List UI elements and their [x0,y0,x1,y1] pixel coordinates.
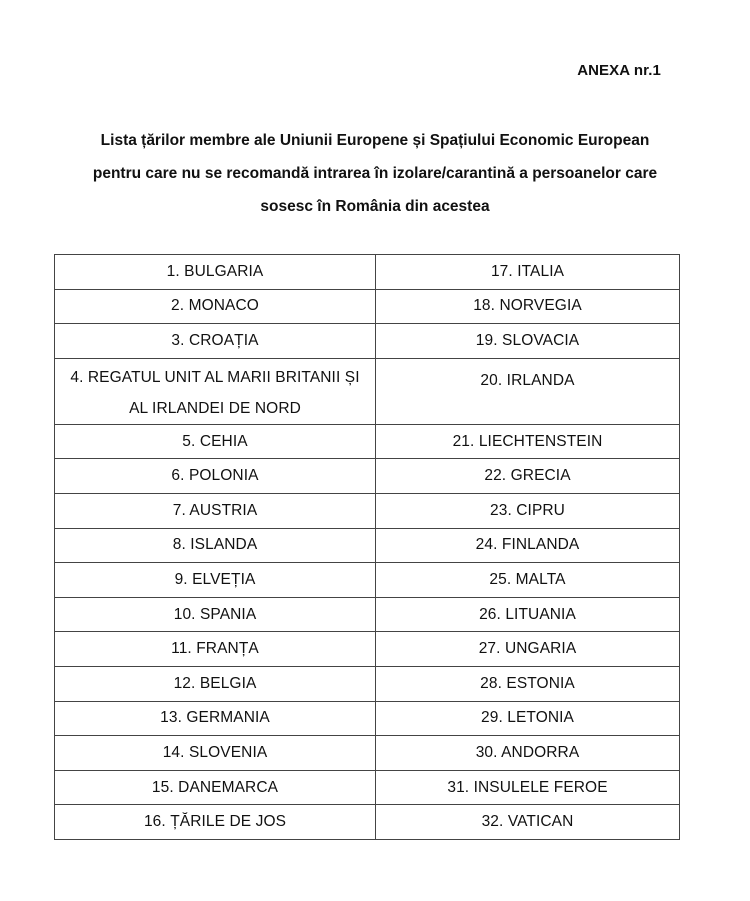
table-row [55,324,680,359]
country-cell: 16. ȚĂRILE DE JOS [55,805,376,840]
country-cell: 26. LITUANIA [376,597,680,632]
table-row [55,493,680,528]
country-cell: 18. NORVEGIA [376,289,680,324]
country-cell: 11. FRANȚA [55,632,376,667]
country-cell: 31. INSULELE FEROE [376,770,680,805]
table-row [55,632,680,667]
country-cell: 9. ELVEȚIA [55,563,376,598]
country-cell: 28. ESTONIA [376,666,680,701]
table-row [55,459,680,494]
country-cell: 8. ISLANDA [55,528,376,563]
country-cell: 22. GRECIA [376,459,680,494]
country-cell: 12. BELGIA [55,666,376,701]
country-cell: 27. UNGARIA [376,632,680,667]
country-cell: 13. GERMANIA [55,701,376,736]
title-line: Lista țărilor membre ale Uniunii Europene și Spațiului Economic European [100,132,650,149]
table-row [55,563,680,598]
country-cell: 14. SLOVENIA [55,736,376,771]
country-cell: 20. IRLANDA [376,358,680,424]
table-row [55,289,680,324]
country-cell: 24. FINLANDA [376,528,680,563]
table-row [55,701,680,736]
country-cell: 17. ITALIA [376,255,680,290]
title-line: sosesc în România din acestea [260,198,490,215]
table-row [55,736,680,771]
table-row [55,597,680,632]
table-row [55,770,680,805]
table-row [55,666,680,701]
table-row [55,255,680,290]
country-cell: 19. SLOVACIA [376,324,680,359]
countries-table [54,254,680,840]
table-row [55,358,680,424]
country-cell: 7. AUSTRIA [55,493,376,528]
country-cell: 5. CEHIA [55,424,376,459]
country-cell: 3. CROAȚIA [55,324,376,359]
country-cell: 6. POLONIA [55,459,376,494]
country-cell: 4. REGATUL UNIT AL MARII BRITANII ȘI AL IRLANDEI DE NORD [55,358,376,424]
country-cell: 25. MALTA [376,563,680,598]
annex-label: ANEXA nr.1 [577,62,661,79]
country-cell: 2. MONACO [55,289,376,324]
document-title [60,124,690,223]
table-row [55,528,680,563]
title-line: pentru care nu se recomandă intrarea în izolare/carantină a persoanelor care [92,165,658,182]
table-row [55,424,680,459]
country-cell: 29. LETONIA [376,701,680,736]
country-cell: 32. VATICAN [376,805,680,840]
table-row [55,805,680,840]
country-cell: 23. CIPRU [376,493,680,528]
country-cell: 10. SPANIA [55,597,376,632]
country-cell: 15. DANEMARCA [55,770,376,805]
country-cell: 30. ANDORRA [376,736,680,771]
country-cell: 21. LIECHTENSTEIN [376,424,680,459]
country-cell: 1. BULGARIA [55,255,376,290]
